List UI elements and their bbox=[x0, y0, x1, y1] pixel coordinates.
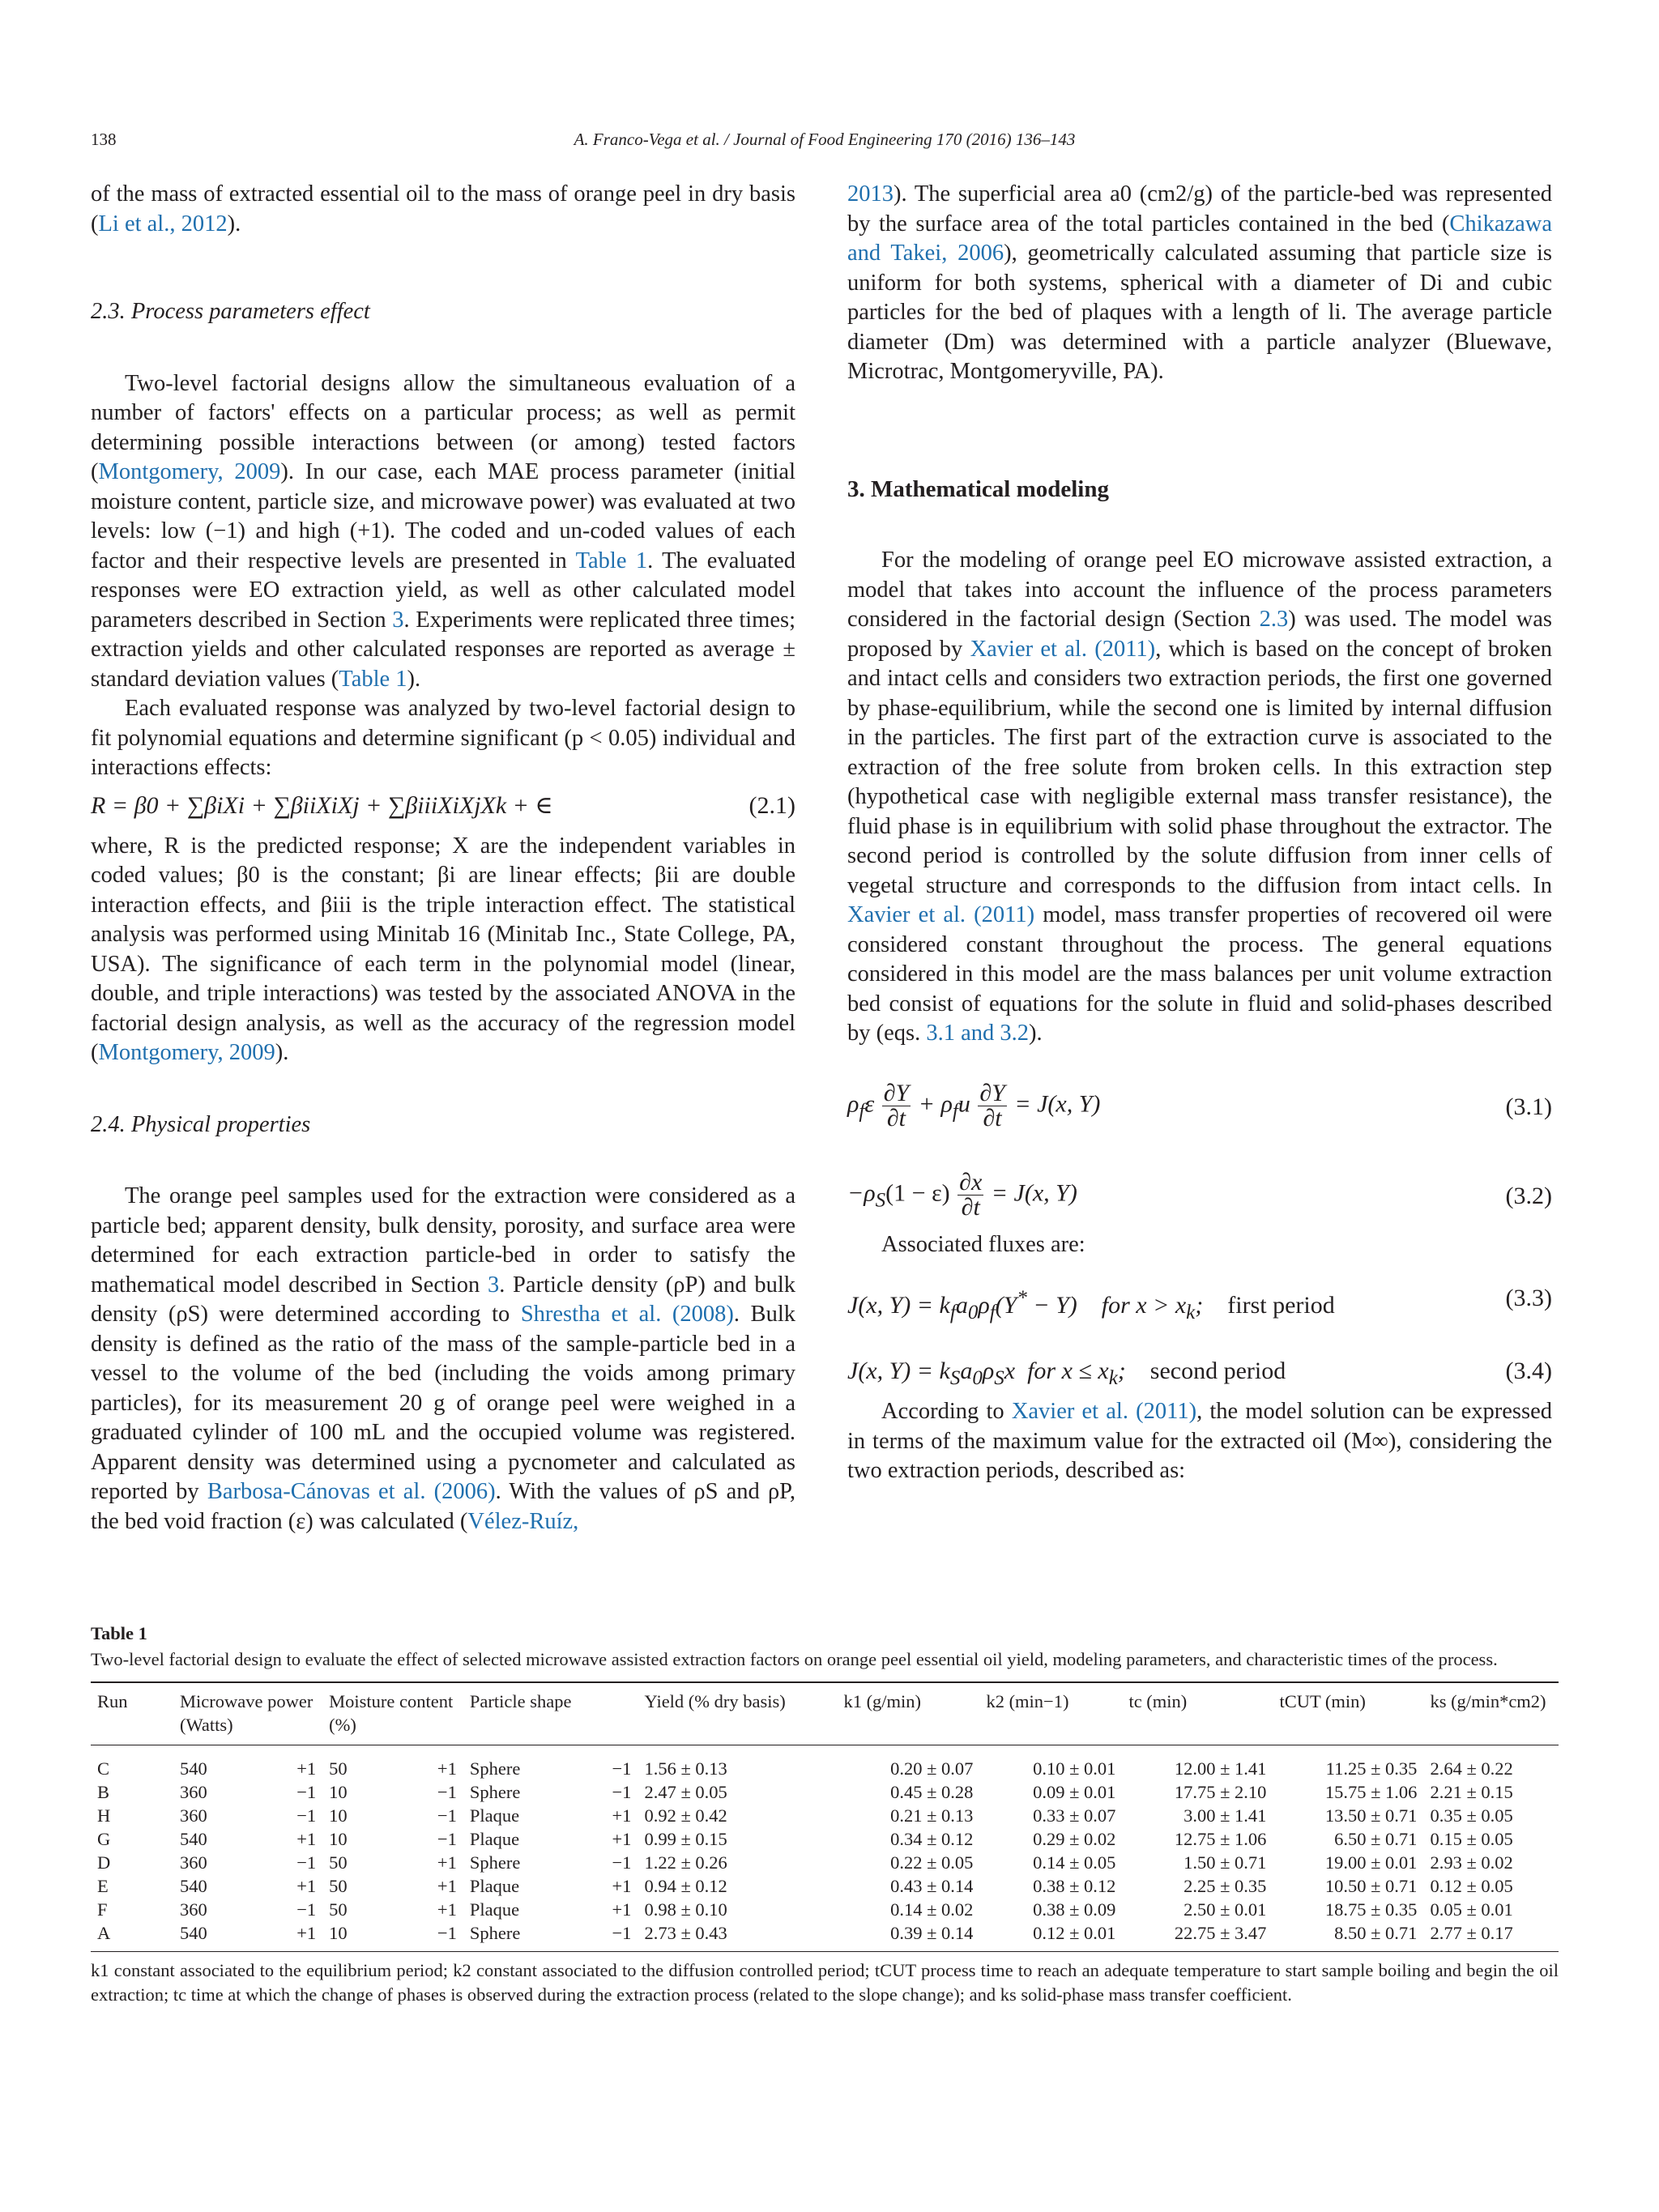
table-caption: Two-level factorial design to evaluate the effect of selected microwave assisted extraction factors on orange peel essential oil yield, modeling parameters, and characteristic times of the process. bbox=[91, 1649, 1498, 1669]
col-header-ks: ks (g/min*cm2) bbox=[1423, 1682, 1559, 1745]
citation-link[interactable]: Barbosa-Cánovas et al. (2006) bbox=[207, 1479, 496, 1504]
table-row bbox=[91, 1898, 1559, 1921]
table-cell: 360 bbox=[180, 1852, 207, 1873]
table-cell: 50 bbox=[329, 1852, 348, 1873]
table-cell: 22.75 ± 3.47 bbox=[1122, 1921, 1273, 1952]
table-cell: H bbox=[97, 1805, 111, 1826]
table-link[interactable]: Table 1 bbox=[339, 666, 407, 692]
table-cell: 0.39 ± 0.14 bbox=[837, 1921, 979, 1952]
equation-number: (3.2) bbox=[1505, 1182, 1552, 1209]
table-cell: −1 bbox=[437, 1805, 457, 1826]
table-cell: Sphere bbox=[469, 1782, 521, 1802]
table-label: Table 1 bbox=[91, 1623, 147, 1643]
table-cell: −1 bbox=[296, 1852, 317, 1873]
table-cell: 0.35 ± 0.05 bbox=[1430, 1805, 1513, 1826]
table-cell: +1 bbox=[612, 1876, 632, 1896]
table-cell: 8.50 ± 0.71 bbox=[1273, 1921, 1423, 1952]
equation-number: (3.1) bbox=[1505, 1093, 1552, 1120]
table-cell: 0.12 ± 0.05 bbox=[1430, 1876, 1513, 1896]
table-cell: 360 bbox=[180, 1782, 207, 1802]
table-cell: 360 bbox=[180, 1899, 207, 1920]
section-heading-2-3: 2.3. Process parameters effect bbox=[91, 299, 370, 324]
table-cell: 0.14 ± 0.02 bbox=[890, 1899, 974, 1920]
right-column bbox=[847, 180, 1552, 1486]
table-body bbox=[91, 1745, 1559, 1952]
col-header-tcut: tCUT (min) bbox=[1273, 1682, 1423, 1745]
table-cell: 0.34 ± 0.12 bbox=[890, 1829, 974, 1849]
table-cell: 540 bbox=[180, 1876, 207, 1896]
table-cell: 13.50 ± 0.71 bbox=[1324, 1805, 1418, 1826]
table-cell: +1 bbox=[437, 1852, 457, 1873]
citation-link[interactable]: Montgomery, 2009 bbox=[98, 459, 281, 484]
col-header-run: Run bbox=[91, 1682, 173, 1745]
table-cell: G bbox=[97, 1829, 111, 1849]
table-cell: 12.00 ± 1.41 bbox=[1174, 1758, 1267, 1779]
col-header-yield: Yield (% dry basis) bbox=[638, 1682, 837, 1745]
table-cell: 15.75 ± 1.06 bbox=[1324, 1782, 1418, 1802]
table-row bbox=[91, 1804, 1559, 1827]
table-cell: Sphere bbox=[469, 1758, 521, 1779]
table-cell: −1 bbox=[437, 1782, 457, 1802]
period-label: second period bbox=[1149, 1357, 1286, 1384]
paragraph: According to Xavier et al. (2011), the model solution can be expressed in terms of the maximum value for the extracted oil (M∞), considering the two extraction periods, described as: bbox=[847, 1399, 1552, 1483]
table-cell: 0.29 ± 0.02 bbox=[1033, 1829, 1116, 1849]
table-cell: 0.05 ± 0.01 bbox=[1430, 1899, 1513, 1920]
equation-3-2 bbox=[847, 1162, 1552, 1230]
section-link[interactable]: 3 bbox=[392, 607, 404, 633]
table-cell: 10 bbox=[322, 1921, 391, 1952]
table-cell: 19.00 ± 0.01 bbox=[1324, 1852, 1418, 1873]
table-row bbox=[91, 1745, 1559, 1781]
equation-3-3 bbox=[847, 1276, 1552, 1324]
table-cell: 2.25 ± 0.35 bbox=[1183, 1876, 1267, 1896]
citation-link[interactable]: Vélez-Ruíz, bbox=[467, 1508, 579, 1534]
table-cell: 2.50 ± 0.01 bbox=[1183, 1899, 1267, 1920]
table-cell: 2.77 ± 0.17 bbox=[1423, 1921, 1559, 1952]
left-column bbox=[91, 180, 795, 1536]
table-cell: 1.56 ± 0.13 bbox=[644, 1758, 727, 1779]
table-cell: +1 bbox=[296, 1876, 317, 1896]
table-cell: 11.25 ± 0.35 bbox=[1325, 1758, 1418, 1779]
table-cell: 12.75 ± 1.06 bbox=[1174, 1829, 1267, 1849]
equation-body: J(x, $Y) = k_Sa_0\rho_Sx$ for $x \le x_k$; second period bbox=[847, 1357, 1286, 1389]
section-link[interactable]: 3 bbox=[487, 1272, 500, 1298]
table-cell: 10 bbox=[329, 1782, 348, 1802]
table-cell: 50 bbox=[329, 1899, 348, 1920]
journal-citation: A. Franco-Vega et al. / Journal of Food Engineering 170 (2016) 136–143 bbox=[574, 130, 1076, 149]
table-cell: 540 bbox=[180, 1829, 207, 1849]
table-cell: Plaque bbox=[469, 1876, 520, 1896]
table-row bbox=[91, 1827, 1559, 1851]
equation-2-1 bbox=[91, 783, 795, 832]
table-cell: 0.98 ± 0.10 bbox=[644, 1899, 727, 1920]
running-header bbox=[91, 130, 1559, 154]
citation-link[interactable]: Montgomery, 2009 bbox=[98, 1040, 275, 1065]
table-cell: 0.43 ± 0.14 bbox=[890, 1876, 974, 1896]
table-1 bbox=[91, 1623, 1559, 2007]
table-cell: A bbox=[91, 1921, 173, 1952]
table-cell: 0.10 ± 0.01 bbox=[1033, 1758, 1116, 1779]
equation-body: $-\rho_S(1 - \varepsilon)$ $\frac{\partial x}{\partial t}$ = J(x, Y) bbox=[847, 1168, 1077, 1221]
table-cell: E bbox=[97, 1876, 109, 1896]
table-cell: 0.20 ± 0.07 bbox=[890, 1758, 974, 1779]
table-cell: 540 bbox=[180, 1758, 207, 1779]
data-table bbox=[91, 1681, 1559, 1952]
table-cell: 0.14 ± 0.05 bbox=[1033, 1852, 1116, 1873]
paragraph: where, R is the predicted response; X are the independent variables in coded values; β0 is the constant; βi are linear effects; βii are double interaction effects, and βiii is the triple interaction effect. The statistical analysis was performed using Minitab 16 (Minitab Inc., State College, PA, USA). The significance of each term in the polynomial model (linear, double, and triple interactions) was tested by the associated ANOVA in the factorial design analysis, as well as the accuracy of the regression model (Montgomery, 2009). bbox=[91, 833, 795, 1065]
table-row bbox=[91, 1780, 1559, 1804]
equation-number: (2.1) bbox=[748, 791, 795, 819]
section-heading-2-4: 2.4. Physical properties bbox=[91, 1111, 311, 1137]
table-cell: Sphere bbox=[463, 1921, 579, 1952]
table-cell: 17.75 ± 2.10 bbox=[1174, 1782, 1267, 1802]
table-cell: +1 bbox=[256, 1921, 322, 1952]
paragraph: 2013). The superficial area a0 (cm2/g) of the particle-bed was represented by the surface area of the total particles contained in the bed (Chikazawa and Takei, 2006), geometrically calculated assuming that particle size is uniform for both systems, spherical with a diameter of Di and cubic particles for the bed of plaques with a length of li. The average particle diameter (Dm) was determined with a particle analyzer (Bluewave, Microtrac, Montgomeryville, PA). bbox=[847, 181, 1553, 384]
equation-link[interactable]: 3.1 and 3.2 bbox=[926, 1021, 1030, 1046]
table-cell: 1.22 ± 0.26 bbox=[644, 1852, 727, 1873]
table-cell: −1 bbox=[612, 1758, 632, 1779]
equation-3-1 bbox=[847, 1073, 1552, 1141]
equation-body: $\rho_f\varepsilon$ $\frac{\partial Y}{\partial t}$ + $\rho_fu$ $\frac{\partial Y}{\partial t}$ = J(x, Y) bbox=[847, 1079, 1101, 1132]
paragraph: Each evaluated response was analyzed by two-level factorial design to fit polynomial equations and determine significant (p < 0.05) individual and interactions effects: bbox=[91, 696, 795, 780]
paragraph: Two-level factorial designs allow the simultaneous evaluation of a number of factors' effects on a particular process; as well as permit determining possible interactions between (or among) tested factors (Montgomery, 2009). In our case, each MAE process parameter (initial moisture content, particle size, and microwave power) was evaluated at two levels: low (−1) and high (+1). The coded and un-coded values of each factor and their respective levels are presented in Table 1. The evaluated responses were EO extraction yield, as well as other calculated model parameters described in Section 3. Experiments were replicated three times; extraction yields and other calculated responses are reported as average ± standard deviation values (Table 1). bbox=[91, 370, 795, 692]
table-cell: +1 bbox=[612, 1829, 632, 1849]
table-cell: −1 bbox=[391, 1921, 463, 1952]
table-cell: −1 bbox=[612, 1852, 632, 1873]
table-cell: 0.38 ± 0.09 bbox=[1033, 1899, 1116, 1920]
table-cell: 10 bbox=[329, 1805, 348, 1826]
table-cell: 0.38 ± 0.12 bbox=[1033, 1876, 1116, 1896]
section-heading-3: 3. Mathematical modeling bbox=[847, 475, 1109, 502]
col-header-tc: tc (min) bbox=[1122, 1682, 1273, 1745]
col-header-k1: k1 (g/min) bbox=[837, 1682, 979, 1745]
paragraph: of the mass of extracted essential oil to the mass of orange peel in dry basis (Li et al., 2012). bbox=[91, 181, 795, 237]
paragraph: For the modeling of orange peel EO microwave assisted extraction, a model that takes into account the influence of the process parameters considered in the factorial design (Section 2.3) was used. The model was proposed by Xavier et al. (2011), which is based on the concept of broken and intact cells and considers two extraction periods, the first one governed by phase-equilibrium, while the second one is limited by internal diffusion in the particles. The first part of the extraction curve is associated to the extraction of the free solute from broken cells. In this extraction step (hypothetical case with negligible external mass transfer resistance), the fluid phase is in equilibrium with solid phase throughout the extractor. The second period is controlled by the solute diffusion from inner cells of vegetal structure and corresponds to the diffusion from intact cells. In Xavier et al. (2011) model, mass transfer properties of recovered oil were considered constant throughout the process. The general equations considered in this model are the mass balances per unit volume extraction bed consist of equations for the solute in fluid and solid-phases described by (eqs. 3.1 and 3.2). bbox=[847, 548, 1553, 1046]
table-cell: 0.21 ± 0.13 bbox=[890, 1805, 974, 1826]
table-row bbox=[91, 1921, 1559, 1952]
table-cell: 10 bbox=[329, 1829, 348, 1849]
table-cell: +1 bbox=[437, 1876, 457, 1896]
table-cell: −1 bbox=[437, 1829, 457, 1849]
table-cell: +1 bbox=[296, 1829, 317, 1849]
table-footnote: k1 constant associated to the equilibrium period; k2 constant associated to the diffusion controlled period; tCUT process time to reach an adequate temperature to start sample boiling and begin the oil extraction; tc time at which the change of phases is observed during the extraction process (related to the slope change); and ks solid-phase mass transfer coefficient. bbox=[91, 1960, 1559, 2005]
table-cell: Plaque bbox=[469, 1899, 520, 1920]
table-cell: −1 bbox=[296, 1782, 317, 1802]
table-cell: 2.21 ± 0.15 bbox=[1430, 1782, 1513, 1802]
table-cell: D bbox=[97, 1852, 111, 1873]
table-cell: 2.73 ± 0.43 bbox=[638, 1921, 837, 1952]
citation-link[interactable]: Xavier et al. (2011) bbox=[1011, 1399, 1197, 1424]
table-cell: F bbox=[97, 1899, 108, 1920]
table-cell: 2.64 ± 0.22 bbox=[1430, 1758, 1513, 1779]
table-cell: 18.75 ± 0.35 bbox=[1324, 1899, 1418, 1920]
table-cell: +1 bbox=[612, 1805, 632, 1826]
table-cell: 0.92 ± 0.42 bbox=[644, 1805, 727, 1826]
equation-3-4 bbox=[847, 1349, 1552, 1397]
table-cell: +1 bbox=[437, 1758, 457, 1779]
table-cell: 540 bbox=[173, 1921, 256, 1952]
table-cell: 0.94 ± 0.12 bbox=[644, 1876, 727, 1896]
table-cell: 0.12 ± 0.01 bbox=[979, 1921, 1122, 1952]
paragraph: The orange peel samples used for the extraction were considered as a particle bed; apparent density, bulk density, porosity, and surface area were determined for each extraction particle-bed in order to satisfy the mathematical model described in Section 3. Particle density (ρP) and bulk density (ρS) were determined according to Shrestha et al. (2008). Bulk density is defined as the ratio of the mass of the sample-particle bed in a vessel to the volume of the bed (including the voids among primary particles), for its measurement 20 g of orange peel were weighed in a graduated cylinder of 100 mL and the occupied volume was registered. Apparent density was determined using a pycnometer and calculated as reported by Barbosa-Cánovas et al. (2006). With the values of ρS and ρP, the bed void fraction (ε) was calculated (Vélez-Ruíz, bbox=[91, 1183, 795, 1534]
table-cell: +1 bbox=[612, 1899, 632, 1920]
equation-body: R = β0 + ∑βiXi + ∑βiiXiXj + ∑βiiiXiXjXk + ∈ bbox=[91, 791, 553, 819]
table-cell: 360 bbox=[180, 1805, 207, 1826]
table-cell: +1 bbox=[296, 1758, 317, 1779]
table-row bbox=[91, 1874, 1559, 1898]
table-cell: 0.15 ± 0.05 bbox=[1430, 1829, 1513, 1849]
citation-link[interactable]: Xavier et al. (2011) bbox=[970, 636, 1156, 662]
table-cell: −1 bbox=[296, 1805, 317, 1826]
table-cell: 0.33 ± 0.07 bbox=[1033, 1805, 1116, 1826]
table-cell: C bbox=[97, 1758, 110, 1779]
table-cell: −1 bbox=[612, 1782, 632, 1802]
section-link[interactable]: 2.3 bbox=[1259, 607, 1289, 632]
table-cell: 6.50 ± 0.71 bbox=[1334, 1829, 1418, 1849]
col-header-moisture: Moisture content (%) bbox=[322, 1682, 463, 1745]
citation-link[interactable]: Shrestha et al. (2008) bbox=[520, 1302, 734, 1327]
col-header-k2: k2 (min−1) bbox=[979, 1682, 1122, 1745]
equation-number: (3.4) bbox=[1505, 1357, 1552, 1384]
table-row bbox=[91, 1851, 1559, 1874]
citation-link[interactable]: Chikazawa and Takei, 2006 bbox=[847, 211, 1552, 266]
table-link[interactable]: Table 1 bbox=[575, 548, 648, 573]
citation-link[interactable]: Xavier et al. (2011) bbox=[847, 902, 1035, 927]
table-cell: −1 bbox=[579, 1921, 638, 1952]
table-cell: 1.50 ± 0.71 bbox=[1183, 1852, 1267, 1873]
table-cell: 2.93 ± 0.02 bbox=[1430, 1852, 1513, 1873]
table-cell: 0.45 ± 0.28 bbox=[890, 1782, 974, 1802]
table-cell: B bbox=[97, 1782, 110, 1802]
table-cell: Plaque bbox=[469, 1805, 520, 1826]
table-cell: 50 bbox=[329, 1758, 348, 1779]
table-cell: 0.99 ± 0.15 bbox=[644, 1829, 727, 1849]
table-header-row bbox=[91, 1682, 1559, 1745]
equation-body: J(x, $Y) = k_fa_0\rho_f(Y^* - Y)$ for $x > x_k$; first period bbox=[847, 1287, 1335, 1323]
table-cell: 10.50 ± 0.71 bbox=[1324, 1876, 1418, 1896]
citation-link[interactable]: Li et al., 2012 bbox=[98, 211, 228, 237]
col-header-power: Microwave power (Watts) bbox=[173, 1682, 322, 1745]
period-label: first period bbox=[1227, 1292, 1335, 1319]
citation-link[interactable]: 2013 bbox=[847, 181, 893, 207]
equation-number: (3.3) bbox=[1505, 1285, 1552, 1311]
col-header-shape: Particle shape bbox=[463, 1682, 638, 1745]
page-number: 138 bbox=[91, 130, 117, 149]
table-cell: 3.00 ± 1.41 bbox=[1183, 1805, 1267, 1826]
table-cell: Plaque bbox=[469, 1829, 520, 1849]
table-cell: Sphere bbox=[469, 1852, 521, 1873]
table-cell: −1 bbox=[296, 1899, 317, 1920]
table-cell: +1 bbox=[437, 1899, 457, 1920]
paragraph: Associated fluxes are: bbox=[881, 1231, 1085, 1257]
table-cell: 50 bbox=[329, 1876, 348, 1896]
table-cell: 0.09 ± 0.01 bbox=[1033, 1782, 1116, 1802]
table-cell: 2.47 ± 0.05 bbox=[644, 1782, 727, 1802]
table-cell: 0.22 ± 0.05 bbox=[890, 1852, 974, 1873]
